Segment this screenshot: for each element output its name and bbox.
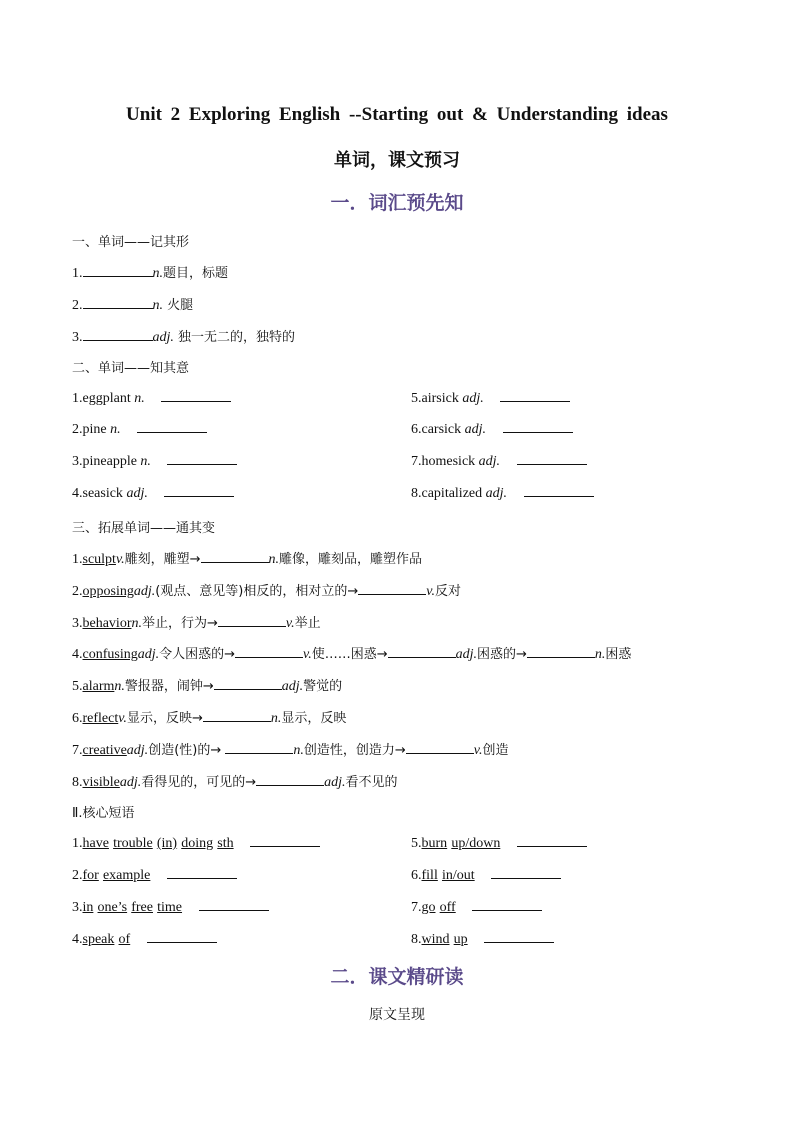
item-meaning: 雕刻，雕塑→ [124, 552, 201, 567]
answer-blank[interactable] [225, 741, 293, 754]
answer-blank[interactable] [517, 834, 587, 847]
part-of-speech: n. [270, 711, 282, 726]
part-of-speech: n. [152, 266, 163, 281]
answer-blank[interactable] [503, 420, 573, 433]
part-of-speech: adj. [464, 422, 487, 437]
derivative-item [72, 771, 398, 791]
phrase-word: go [421, 900, 436, 915]
phrase-word: wind [421, 932, 450, 947]
part-title-form: 一、单词——记其形 [72, 235, 190, 250]
answer-blank[interactable] [147, 930, 217, 943]
answer-blank[interactable] [406, 741, 474, 754]
phrase-word: example [102, 868, 151, 883]
item-word: 8.capitalized [411, 486, 486, 501]
item-meaning: 警觉的 [303, 679, 343, 695]
meaning-item [72, 484, 234, 502]
item-number: 3. [72, 330, 83, 345]
item-meaning: 警报器，闹钟→ [124, 679, 214, 695]
part-of-speech: adj. [324, 774, 346, 790]
answer-blank[interactable] [484, 930, 554, 943]
item-meaning: 困惑的→ [477, 647, 527, 663]
part-of-speech: adj. [133, 583, 156, 599]
item-meaning: 题目，标题 [163, 266, 229, 281]
phrase-word: in [82, 900, 94, 915]
item-meaning: 创造(性)的→ [148, 742, 226, 758]
part-of-speech: v. [115, 552, 125, 567]
item-meaning: 显示，反映 [281, 711, 347, 726]
phrase-word: doing [181, 836, 214, 851]
phrase-word: have [82, 836, 109, 851]
answer-blank[interactable] [472, 898, 542, 911]
phrase-word: for [82, 868, 99, 883]
derivative-item [72, 612, 321, 632]
item-word: 2.pine [72, 422, 111, 437]
part-of-speech: adj. [478, 454, 501, 469]
answer-blank[interactable] [517, 452, 587, 465]
part-of-speech: adj. [152, 330, 174, 345]
phrase-word: of [118, 932, 131, 947]
item-word: 4.seasick [72, 486, 127, 501]
phrase-word: (in) [156, 836, 178, 851]
original-text-label: 原文呈现 [369, 1007, 425, 1023]
item-number: 1. [72, 266, 83, 281]
item-number: 5. [411, 836, 422, 851]
derivative-item [72, 580, 461, 600]
item-word: 6.carsick [411, 422, 465, 437]
item-word: opposing [82, 583, 134, 599]
item-number: 1. [72, 552, 83, 567]
form-item [72, 262, 228, 282]
meaning-item [72, 452, 237, 470]
item-number: 8. [72, 774, 83, 790]
answer-blank[interactable] [491, 866, 561, 879]
part-of-speech: adj. [119, 774, 142, 790]
derivative-item [72, 707, 346, 727]
answer-blank[interactable] [500, 389, 570, 402]
item-number: 3. [72, 615, 83, 631]
page-subtitle: 单词，课文预习 [334, 150, 460, 171]
phrase-word: up [453, 932, 468, 947]
part-of-speech: v. [303, 647, 312, 663]
answer-blank[interactable] [214, 677, 282, 690]
part-title-meaning: 二、单词——知其意 [72, 361, 190, 376]
phrase-item [411, 866, 561, 884]
answer-blank[interactable] [250, 834, 320, 847]
answer-blank[interactable] [199, 898, 269, 911]
answer-blank[interactable] [527, 645, 595, 658]
answer-blank[interactable] [358, 582, 426, 595]
item-number: 7. [72, 742, 83, 758]
answer-blank[interactable] [164, 484, 234, 497]
item-meaning: 举止，行为→ [141, 615, 218, 631]
answer-blank[interactable] [167, 452, 237, 465]
meaning-item [411, 389, 570, 407]
section-heading-text-study: 二．课文精研读 [330, 966, 464, 988]
part-of-speech: v. [118, 711, 127, 726]
part-of-speech: adj. [462, 391, 484, 406]
answer-blank[interactable] [235, 645, 303, 658]
phrase-word: off [439, 900, 456, 915]
phrase-word: burn [421, 836, 448, 851]
item-meaning: 独一无二的，独特的 [173, 330, 296, 345]
answer-blank[interactable] [524, 484, 594, 497]
item-number: 2. [72, 583, 83, 599]
item-word: 1.eggplant [72, 391, 135, 406]
item-word: alarm [82, 679, 115, 695]
answer-blank[interactable] [137, 420, 207, 433]
item-meaning: (观点、意见等)相反的，相对立的→ [155, 583, 359, 599]
part-of-speech: n. [131, 615, 142, 631]
item-meaning: 显示，反映→ [126, 711, 203, 726]
phrase-word: trouble [113, 836, 153, 851]
section-heading-vocabulary: 一．词汇预先知 [330, 192, 464, 214]
phrase-word: up/down [451, 836, 501, 851]
item-meaning: 反对 [434, 583, 461, 599]
phrase-item [72, 834, 320, 852]
item-number: 5. [72, 679, 83, 695]
answer-blank[interactable] [83, 264, 153, 277]
page-title: Unit 2 Exploring English --Starting out & Understanding ideas [126, 104, 668, 125]
item-number: 2. [72, 868, 83, 883]
item-number: 2. [72, 298, 83, 313]
phrase-word: fill [421, 868, 438, 883]
part-of-speech: adj. [126, 486, 148, 501]
part-of-speech: n. [293, 742, 304, 758]
item-word: confusing [82, 647, 138, 663]
meaning-item [411, 484, 594, 502]
item-word: visible [82, 774, 120, 790]
phrase-item [72, 930, 217, 948]
meaning-item [72, 420, 207, 438]
item-number: 8. [411, 932, 422, 947]
part-of-speech: n. [110, 422, 121, 437]
phrase-item [411, 834, 587, 852]
part-of-speech: n. [152, 298, 163, 313]
meaning-item [411, 452, 587, 470]
answer-blank[interactable] [218, 614, 286, 627]
derivative-item [72, 675, 342, 695]
phrase-word: time [157, 900, 183, 915]
phrase-word: speak [82, 932, 115, 947]
item-word: 5.airsick [411, 391, 463, 406]
item-number: 6. [411, 868, 422, 883]
part-of-speech: adj. [126, 742, 149, 758]
answer-blank[interactable] [256, 773, 324, 786]
form-item [72, 294, 193, 314]
item-number: 1. [72, 836, 83, 851]
answer-blank[interactable] [83, 328, 153, 341]
item-word: 3.pineapple [72, 454, 141, 469]
item-meaning: 看不见的 [345, 774, 398, 790]
item-meaning: 看得见的，可见的→ [141, 774, 257, 790]
answer-blank[interactable] [83, 296, 153, 309]
phrase-word: free [131, 900, 153, 915]
item-word: behavior [82, 615, 132, 631]
phrase-item [72, 866, 237, 884]
answer-blank[interactable] [167, 866, 237, 879]
item-number: 4. [72, 932, 83, 947]
phrase-word: one’s [97, 900, 128, 915]
item-meaning: 使……困惑→ [311, 647, 388, 663]
part-of-speech: n. [114, 679, 125, 695]
phrase-word: in/out [441, 868, 475, 883]
part-title-derivatives: 三、拓展单词——通其变 [72, 521, 216, 536]
part-of-speech: v. [426, 583, 435, 599]
item-number: 6. [72, 711, 83, 726]
answer-blank[interactable] [388, 645, 456, 658]
part-of-speech: adj. [485, 486, 508, 501]
derivative-item [72, 643, 631, 663]
item-meaning: 火腿 [163, 298, 194, 313]
part-of-speech: adj. [137, 647, 160, 663]
meaning-item [411, 420, 573, 438]
part-of-speech: v. [285, 615, 295, 631]
derivative-item [72, 739, 508, 759]
part-of-speech: n. [268, 552, 280, 567]
phrase-word: sth [217, 836, 234, 851]
item-meaning: 令人困惑的→ [159, 647, 236, 663]
part-of-speech: n. [134, 391, 145, 406]
form-item [72, 326, 295, 346]
item-meaning: 创造性，创造力→ [303, 742, 406, 758]
item-meaning: 雕像，雕刻品，雕塑作品 [279, 552, 423, 567]
meaning-item [72, 389, 231, 407]
item-word: sculpt [82, 552, 116, 567]
item-meaning: 创造 [482, 742, 509, 758]
item-meaning: 举止 [294, 615, 321, 631]
item-number: 3. [72, 900, 83, 915]
phrase-item [411, 898, 542, 916]
part-of-speech: n. [140, 454, 151, 469]
phrase-item [411, 930, 554, 948]
derivative-item [72, 548, 422, 568]
part-of-speech: adj. [455, 647, 477, 663]
phrase-item [72, 898, 269, 916]
answer-blank[interactable] [161, 389, 231, 402]
answer-blank[interactable] [201, 550, 269, 563]
part-title-phrases: Ⅱ.核心短语 [72, 806, 135, 821]
part-of-speech: v. [473, 742, 483, 758]
answer-blank[interactable] [203, 709, 271, 722]
item-number: 4. [72, 647, 83, 663]
item-meaning: 困惑 [605, 647, 632, 663]
item-word: creative [82, 742, 127, 758]
item-word: reflect [82, 711, 119, 726]
item-number: 7. [411, 900, 422, 915]
part-of-speech: n. [594, 647, 606, 663]
item-word: 7.homesick [411, 454, 479, 469]
part-of-speech: adj. [281, 679, 304, 695]
